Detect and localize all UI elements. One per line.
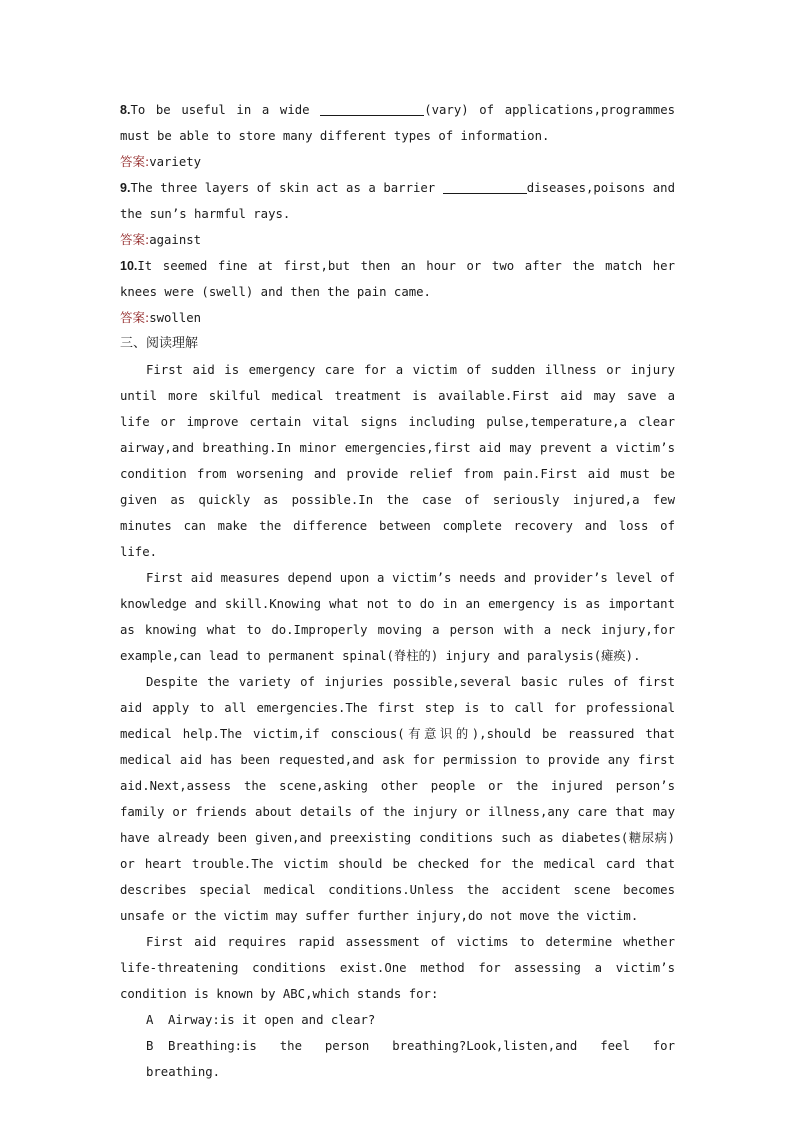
answer-label: 答案: xyxy=(120,154,150,169)
answer-text: against xyxy=(149,233,202,247)
list-letter: B xyxy=(146,1039,154,1053)
answer-text: swollen xyxy=(149,311,202,325)
question-10 xyxy=(120,253,675,305)
passage-paragraph-2: First aid measures depend upon a victim’s needs and provider’s level of knowledge and skill.Knowing what not to do in an emergency is as important as knowing what to do.Improperly moving a person with a neck injury,for example,can lead to permanent spinal(脊柱的) injury and paralysis(瘫痪). xyxy=(120,571,675,663)
answer-blank xyxy=(320,101,424,116)
question-number: 10. xyxy=(120,259,138,273)
list-letter: A xyxy=(146,1013,154,1027)
answer-blank xyxy=(443,179,527,194)
list-text: Airway:is it open and clear? xyxy=(168,1013,376,1027)
answer-8 xyxy=(120,149,675,175)
abc-list-item-a xyxy=(120,1007,675,1033)
passage-paragraph-3: Despite the variety of injuries possible,several basic rules of first aid apply to all emergencies.The first step is to call for professional medical help.The victim,if conscious(有意识的),should be reassured that medical aid has been requested,and ask for permission to provide any first aid.Next,assess the scene,asking other people or the injured person’s family or friends about details of the injury or illness,any care that may have already been given,and preexisting conditions such as diabetes(糖尿病) or heart trouble.The victim should be checked for the medical card that describes special medical conditions.Unless the accident scene becomes unsafe or the victim may suffer further injury,do not move the victim. xyxy=(120,675,675,923)
question-text-before-blank: The three layers of skin act as a barrier xyxy=(130,181,443,195)
question-text-before-blank: To be useful in a wide xyxy=(130,103,321,117)
question-number: 8. xyxy=(120,103,131,117)
answer-10 xyxy=(120,305,675,331)
passage-paragraph-4: First aid requires rapid assessment of victims to determine whether life-threatening conditions exist.One method for assessing a victim’s condition is known by ABC,which stands for: xyxy=(120,935,675,1001)
page-content xyxy=(120,97,675,1085)
question-text-after-blank: diseases,poisons and the sun’s harmful rays. xyxy=(120,181,675,221)
abc-list-item-b xyxy=(120,1033,675,1085)
question-9 xyxy=(120,175,675,227)
list-text: Breathing:is the person breathing?Look,listen,and feel for breathing. xyxy=(146,1039,675,1079)
section-title: 三、阅读理解 xyxy=(120,336,199,351)
question-text: It seemed fine at first,but then an hour or two after the match her knees were (swell) and then the pain came. xyxy=(120,259,675,299)
answer-label: 答案: xyxy=(120,232,150,247)
question-number: 9. xyxy=(120,181,131,195)
answer-text: variety xyxy=(149,155,202,169)
passage-paragraph-1: First aid is emergency care for a victim of sudden illness or injury until more skilful medical treatment is available.First aid may save a life or improve certain vital signs including pulse,temperature,a clear airway,and breathing.In minor emergencies,first aid may prevent a victim’s condition from worsening and provide relief from pain.First aid must be given as quickly as possible.In the case of seriously injured,a few minutes can make the difference between complete recovery and loss of life. xyxy=(120,363,675,559)
answer-9 xyxy=(120,227,675,253)
answer-label: 答案: xyxy=(120,310,150,325)
question-text-after-blank: (vary) of applications,programmes must be able to store many different types of information. xyxy=(120,103,676,143)
question-8 xyxy=(120,97,675,149)
